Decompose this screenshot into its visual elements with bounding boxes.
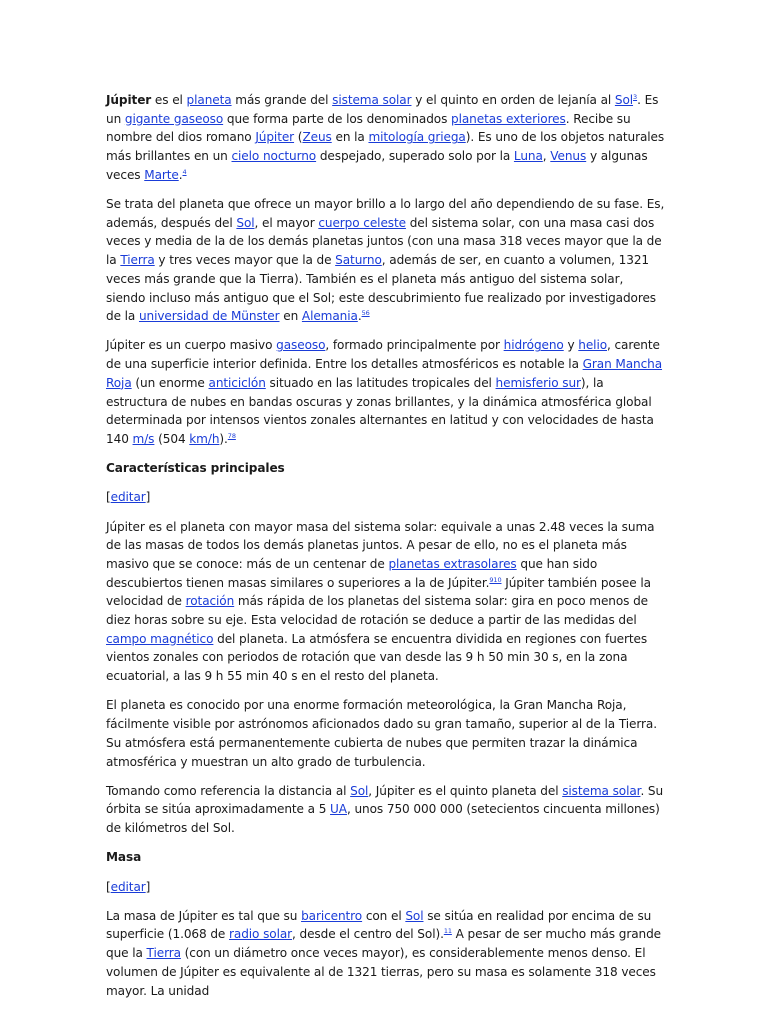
- link-planetas-exteriores[interactable]: planetas exteriores: [451, 111, 566, 126]
- paragraph-orbita: [106, 782, 666, 838]
- link-kmh[interactable]: km/h: [189, 431, 220, 446]
- link-gaseoso[interactable]: gaseoso: [276, 338, 326, 353]
- text: ).: [219, 431, 228, 446]
- text: , formado principalmente por: [325, 338, 504, 353]
- section-heading-caracteristicas: Características principales: [106, 461, 285, 476]
- text: en: [279, 309, 302, 324]
- link-cielo-nocturno[interactable]: cielo nocturno: [231, 149, 317, 164]
- section-heading-masa: Masa: [106, 850, 142, 865]
- text: A pesar de ser mucho más grande que la: [106, 927, 661, 961]
- text: ,: [542, 149, 551, 164]
- edit-link[interactable]: editar: [110, 879, 146, 894]
- link-ms[interactable]: m/s: [132, 431, 155, 446]
- text: del sistema solar, con una masa casi dos veces y media de la de los demás planetas juntos (con una masa 318 veces mayor que la de la: [106, 215, 662, 268]
- link-gran-mancha-roja[interactable]: Gran Mancha Roja: [106, 357, 663, 390]
- bracket: ]: [145, 490, 151, 505]
- edit-section-link: [106, 488, 666, 507]
- link-sistema-solar[interactable]: sistema solar: [562, 783, 641, 798]
- edit-link[interactable]: editar: [110, 490, 146, 505]
- text: , el mayor: [254, 215, 319, 230]
- footnote-ref[interactable]: 4: [182, 167, 187, 176]
- edit-section-link: [106, 878, 666, 897]
- link-saturno[interactable]: Saturno: [335, 253, 382, 268]
- text: . Su órbita se sitúa aproximadamente a 5: [106, 783, 664, 817]
- text: Tomando como referencia la distancia al: [106, 783, 351, 798]
- footnote-ref[interactable]: 78: [227, 431, 236, 440]
- link-jupiter[interactable]: Júpiter: [255, 130, 295, 145]
- text: , carente de una superficie interior definida. Entre los detalles atmosféricos es notable la: [106, 338, 660, 372]
- paragraph-masa: [106, 907, 666, 1001]
- text: y tres veces mayor que la de: [154, 253, 336, 268]
- link-ua[interactable]: UA: [330, 802, 347, 817]
- intro-paragraph: [106, 91, 666, 185]
- link-cuerpo-celeste[interactable]: cuerpo celeste: [318, 215, 406, 230]
- link-planeta[interactable]: planeta: [186, 93, 232, 107]
- link-tierra[interactable]: Tierra: [146, 946, 181, 961]
- text: más rápida de los planetas del sistema solar: gira en poco menos de diez horas sobre su eje. Esta velocidad de rotación se deduce a partir de las medidas del: [106, 594, 649, 628]
- link-universidad-munster[interactable]: universidad de Münster: [138, 309, 280, 324]
- paragraph-masa-rotacion: [106, 518, 666, 686]
- text: y algunas veces: [106, 149, 648, 182]
- text: en la: [331, 130, 369, 145]
- text: , desde el centro del Sol).: [292, 927, 444, 942]
- link-tierra[interactable]: Tierra: [120, 253, 155, 268]
- link-baricentro[interactable]: baricentro: [301, 908, 363, 923]
- text: ), la estructura de nubes en bandas oscuras y zonas brillantes, y la dinámica atmosférica global determinada por intensos vientos zonales alternantes en latitud y con velocidades de hasta 140: [106, 375, 654, 446]
- text: (504: [154, 431, 190, 446]
- link-alemania[interactable]: Alemania: [301, 309, 358, 324]
- link-campo-magnetico[interactable]: campo magnético: [106, 631, 214, 646]
- text: El planeta es conocido por una enorme formación meteorológica, la Gran Mancha Roja, fácilmente visible por astrónomos aficionados dado su gran tamaño, superior al de la Tierra. Su atmósfera está permanentemente cubierta de nubes que permiten trazar la dinámica atmosférica y muestran un alto grado de turbulencia.: [106, 698, 657, 769]
- bracket: [: [106, 879, 111, 894]
- link-rotacion[interactable]: rotación: [185, 594, 235, 609]
- text: ). Es uno de los objetos naturales más brillantes en un: [106, 130, 665, 164]
- text: más grande del: [231, 93, 333, 107]
- text: Júpiter también posee la velocidad de: [106, 575, 651, 609]
- footnote-ref[interactable]: 11: [443, 927, 452, 936]
- link-marte[interactable]: Marte: [144, 167, 179, 182]
- footnote-ref[interactable]: 56: [361, 309, 370, 318]
- bracket: [: [106, 490, 111, 505]
- text: .: [178, 167, 183, 182]
- article-body: [106, 91, 666, 1011]
- link-venus[interactable]: Venus: [550, 149, 587, 164]
- link-gigante-gaseoso[interactable]: gigante gaseoso: [124, 111, 224, 126]
- paragraph-composicion: [106, 336, 666, 448]
- text: y: [563, 338, 579, 353]
- text: (con un diámetro once veces mayor), es considerablemente menos denso. El volumen de Júpiter es equivalente al de 1321 tierras, pero su masa es solamente 318 veces mayor. La unidad: [106, 946, 656, 998]
- footnote-ref[interactable]: 3: [633, 93, 638, 101]
- text: Se trata del planeta que ofrece un mayor brillo a lo largo del año dependiendo de su fase. Es, además, después del: [106, 197, 665, 230]
- text: .: [357, 309, 362, 324]
- text: del planeta. La atmósfera se encuentra dividida en regiones con fuertes vientos zonales con periodos de rotación que van desde las 9 h 50 min 30 s, en la zona ecuatorial, a las 9 h 55 min 40 s en el resto del planeta.: [106, 631, 648, 684]
- text: Júpiter es el planeta con mayor masa del sistema solar: equivale a unas 2.48 veces la suma de las masas de todos los demás planetas juntos. A pesar de ello, no es el planeta más masivo que se conoce: más de un centenar de: [106, 519, 655, 571]
- link-sistema-solar[interactable]: sistema solar: [332, 93, 412, 107]
- link-hidrogeno[interactable]: hidrógeno: [503, 338, 564, 353]
- paragraph-brillo: [106, 195, 666, 326]
- footnote-ref[interactable]: 910: [489, 575, 502, 584]
- text: (un enorme: [131, 375, 209, 390]
- text: que forma parte de los denominados: [223, 111, 452, 126]
- text: situado en las latitudes tropicales del: [265, 375, 496, 390]
- text: se sitúa en realidad por encima de su superficie (1.068 de: [106, 908, 652, 942]
- bracket: ]: [145, 879, 151, 894]
- text: . Recibe su nombre del dios romano: [106, 111, 631, 145]
- link-sol[interactable]: Sol: [614, 93, 634, 107]
- text: despejado, superado solo por la: [316, 149, 514, 164]
- text: y el quinto en orden de lejanía al: [411, 93, 615, 107]
- text: . Es un: [106, 93, 659, 126]
- text: La masa de Júpiter es tal que su: [106, 908, 302, 923]
- text: es el: [151, 93, 187, 107]
- link-zeus[interactable]: Zeus: [302, 130, 332, 145]
- article-subject: Júpiter: [106, 93, 152, 107]
- text: , además de ser, en cuanto a volumen, 1321 veces más grande que la Tierra). También es el planeta más antiguo del sistema solar, siendo incluso más antiguo que el Sol; este descubrimiento fue realizado por investigadores de la: [106, 253, 656, 324]
- link-sol[interactable]: Sol: [405, 908, 424, 923]
- text: con el: [362, 908, 406, 923]
- text: , unos 750 000 000 (setecientos cincuenta millones) de kilómetros del Sol.: [106, 802, 660, 836]
- link-sol[interactable]: Sol: [236, 215, 255, 230]
- text: que han sido descubiertos tienen masas similares o superiores a la de Júpiter.: [106, 556, 598, 590]
- link-mitologia-griega[interactable]: mitología griega: [368, 130, 466, 145]
- link-anticiclon[interactable]: anticiclón: [208, 375, 266, 390]
- link-helio[interactable]: helio: [578, 338, 608, 353]
- text: (: [294, 130, 303, 145]
- text: , Júpiter es el quinto planeta del: [368, 783, 563, 798]
- link-luna[interactable]: Luna: [513, 149, 543, 164]
- link-planetas-extrasolares[interactable]: planetas extrasolares: [388, 556, 517, 571]
- text: Júpiter es un cuerpo masivo: [106, 338, 277, 353]
- paragraph-gran-mancha: [106, 696, 666, 771]
- link-radio-solar[interactable]: radio solar: [229, 927, 293, 942]
- link-hemisferio-sur[interactable]: hemisferio sur: [495, 375, 581, 390]
- link-sol[interactable]: Sol: [350, 783, 369, 798]
